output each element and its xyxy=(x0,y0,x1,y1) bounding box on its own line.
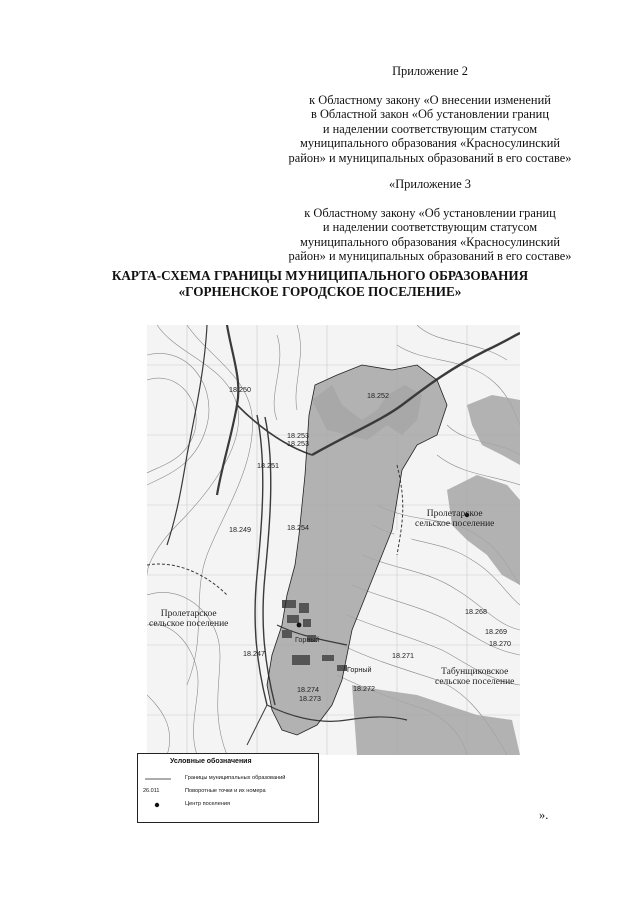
appendix-2-line: район» и муниципальных образований в его составе» xyxy=(288,150,572,165)
settlement-type: сельское поселение xyxy=(435,677,515,687)
appendix-3-line: к Областному закону «Об установлении границ xyxy=(304,205,556,220)
appendix-3-line: муниципального образования «Красносулинский xyxy=(300,234,560,249)
turning-point-label: 18.249 xyxy=(229,525,251,534)
turning-point-label: 18.273 xyxy=(299,694,321,703)
map-scheme xyxy=(147,325,520,755)
turning-point-label: 18.272 xyxy=(353,684,375,693)
map-title xyxy=(0,268,640,300)
settlement-name: Пролетарское xyxy=(426,509,483,519)
turning-point-label: 18.253 xyxy=(287,431,309,440)
topographic-map xyxy=(147,325,520,755)
appendix-3-header xyxy=(270,177,590,264)
settlement-name: Табунщиковское xyxy=(441,667,509,677)
settlement-name: Пролетарское xyxy=(160,609,217,619)
turning-point-label: 18.268 xyxy=(465,607,487,616)
legend-text: Границы муниципальных образований xyxy=(185,775,286,781)
settlement-center-symbol xyxy=(143,800,173,810)
turning-point-label: 18.274 xyxy=(297,685,319,694)
turning-point-label: 18.247 xyxy=(243,649,265,658)
appendix-2-header xyxy=(270,64,590,166)
turning-point-label: 18.250 xyxy=(229,385,251,394)
turning-point-label: 18.271 xyxy=(392,651,414,660)
appendix-2-line: к Областному закону «О внесении изменений xyxy=(309,92,551,107)
town-label: Горный xyxy=(295,635,320,644)
map-title-line-2: «ГОРНЕНСКОЕ ГОРОДСКОЕ ПОСЕЛЕНИЕ» xyxy=(178,284,462,299)
appendix-2-line: муниципального образования «Красносулинский xyxy=(300,136,560,151)
legend-row-turning-points xyxy=(138,787,318,797)
boundary-line-symbol xyxy=(143,774,173,784)
neighbour-settlement-label-se xyxy=(435,667,514,687)
settlement-type: сельское поселение xyxy=(415,519,495,529)
legend-row-center xyxy=(138,800,318,810)
turning-point-label: 18.270 xyxy=(489,639,511,648)
turning-point-label: 18.253 xyxy=(287,439,309,448)
appendix-3-caption: «Приложение 3 xyxy=(389,177,471,191)
settlement-type: сельское поселение xyxy=(149,619,229,629)
legend-title: Условные обозначения xyxy=(170,758,252,765)
neighbour-settlement-label-ne xyxy=(415,509,494,529)
legend-text: Центр поселения xyxy=(185,801,231,807)
town-label: Горный xyxy=(347,665,372,674)
map-legend xyxy=(137,753,319,823)
turning-point-symbol: 26.011 xyxy=(143,788,160,794)
neighbour-settlement-label-w xyxy=(149,609,228,629)
appendix-2-line: в Областной закон «Об установлении границ xyxy=(311,107,549,122)
turning-point-label: 18.269 xyxy=(485,627,507,636)
turning-point-label: 18.252 xyxy=(367,391,389,400)
appendix-3-line: и наделении соответствующим статусом xyxy=(322,220,538,235)
turning-point-label: 18.251 xyxy=(257,461,279,470)
map-title-line-1: КАРТА-СХЕМА ГРАНИЦЫ МУНИЦИПАЛЬНОГО ОБРАЗОВАНИЯ xyxy=(111,268,529,283)
settlement-center-dot xyxy=(297,623,302,628)
legend-text: Поворотные точки и их номера xyxy=(185,788,266,794)
closing-quote: ». xyxy=(539,808,549,822)
appendix-2-line: и наделении соответствующим статусом xyxy=(322,121,538,136)
appendix-2-caption: Приложение 2 xyxy=(392,64,468,78)
appendix-3-line: район» и муниципальных образований в его составе» xyxy=(288,249,572,264)
turning-point-label: 18.254 xyxy=(287,523,309,532)
legend-row-boundary xyxy=(138,774,318,784)
